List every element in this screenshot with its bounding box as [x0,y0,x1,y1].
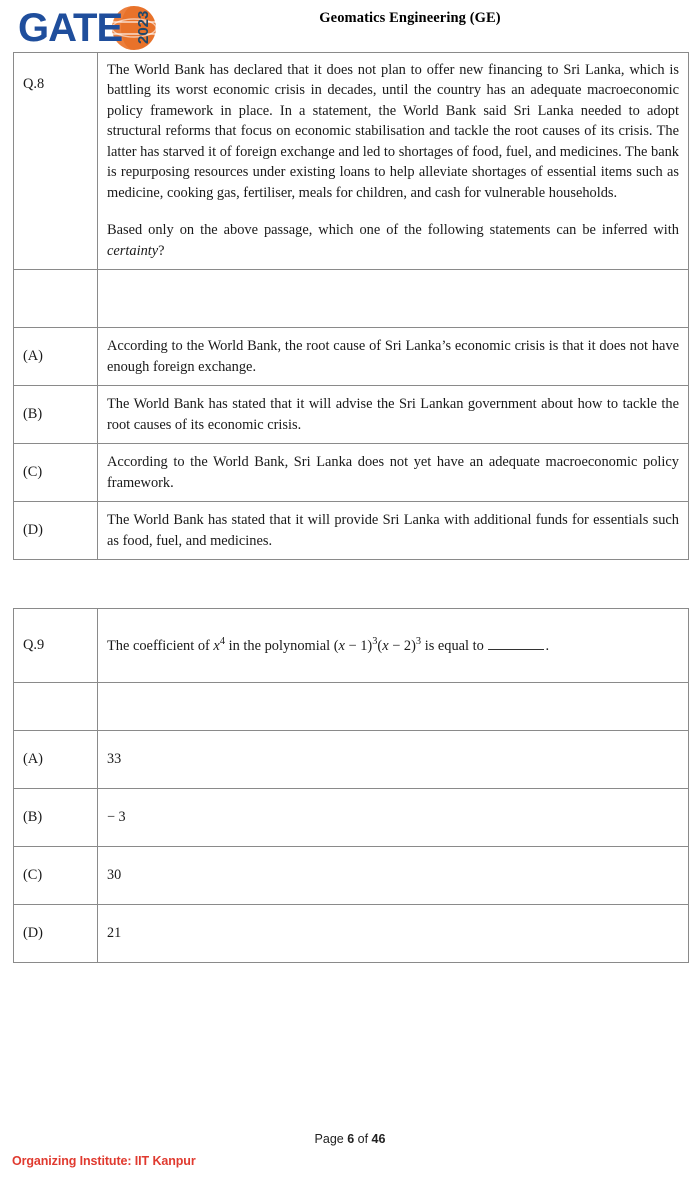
q9-paren-close-2: ) [411,637,416,654]
q9-math-variable: x [213,637,220,654]
prompt-emphasis: certainty [107,242,159,259]
option-a-text: According to the World Bank, the root cause of Sri Lanka’s economic crisis is that it does not have enough foreign exchange. [107,338,679,375]
option-b-text-cell[interactable] [98,386,689,444]
q9-math-exponent: 4 [219,635,225,647]
question-9-content-cell [98,609,689,683]
q9-option-b-row[interactable] [14,789,689,847]
q9-option-c-label-cell [14,847,98,905]
svg-text:2023: 2023 [135,10,152,44]
page-mid: of [354,1132,372,1146]
question-9-row [14,609,689,683]
question-8-table [13,52,689,560]
option-c-label: (C) [23,464,43,481]
q9-text-part1: The coefficient of [107,637,214,654]
question-9-number: Q.9 [23,637,45,654]
question-8-content-cell [98,53,689,270]
option-b-label-cell [14,386,98,444]
q9-option-c-value-cell[interactable] [98,847,689,905]
q9-option-a-value-cell[interactable] [98,731,689,789]
page-current: 6 [347,1132,355,1146]
option-b-text: The World Bank has stated that it will advise the Sri Lankan government about how to tackle the root causes of its economic crisis. [107,396,679,433]
option-b-label: (B) [23,406,43,423]
table-separator [0,560,700,608]
page-footer [0,1126,700,1186]
q9-option-a-row[interactable] [14,731,689,789]
option-a-row[interactable] [14,328,689,386]
q9-text-part4: . [545,637,550,654]
q9-option-b-value-cell[interactable] [98,789,689,847]
q9-poly-exp-1: 3 [372,635,378,647]
question-8-row [14,53,689,270]
q9-poly-var-1: x [338,637,345,654]
q9-text-part2: in the polynomial [225,637,334,654]
prompt-suffix: ? [158,242,165,259]
option-a-label: (A) [23,348,43,365]
question-8-passage [107,60,679,261]
spacer-content-cell-2 [98,683,689,731]
option-d-text-cell[interactable] [98,502,689,560]
passage-paragraph: The World Bank has declared that it does not plan to offer new financing to Sri Lanka, which is battling its worst economic crisis in decades, until the country has an adequate macroeconomic policy framework in place. In a statement, the World Bank said Sri Lanka needed to adopt structural reforms that focus on economic stabilisation and tackle the root causes of its crisis. The latter has starved it of foreign exchange and led to shortages of food, fuel, and medicines. The bank is repurposing resources under existing loans to help alleviate shortages of essential items such as medicine, cooking gas, fertiliser, meals for children, and cash for vulnerable households. [107,62,679,201]
question-9-text [107,635,679,656]
q9-option-d-value-cell[interactable] [98,905,689,963]
q9-poly-op-1: − 1 [344,637,368,654]
q9-option-c-label: (C) [23,867,43,884]
option-b-row[interactable] [14,386,689,444]
option-d-row[interactable] [14,502,689,560]
option-a-text-cell[interactable] [98,328,689,386]
option-c-label-cell [14,444,98,502]
option-c-text-cell[interactable] [98,444,689,502]
spacer-content-cell [98,270,689,328]
q9-option-a-value: 33 [107,751,122,768]
option-d-label-cell [14,502,98,560]
organizing-institute: Organizing Institute: IIT Kanpur [12,1154,196,1168]
spacer-label-cell-2 [14,683,98,731]
prompt-prefix: Based only on the above passage, which one of the following statements can be inferred with [107,222,679,239]
question-8-label-cell [14,53,98,270]
q9-option-d-row[interactable] [14,905,689,963]
option-a-label-cell [14,328,98,386]
answer-blank-field[interactable] [488,637,544,650]
question-8-spacer-row [14,270,689,328]
question-9-label-cell [14,609,98,683]
paper-title: Geomatics Engineering (GE) [319,10,501,26]
question-8-prompt [107,220,679,261]
page-prefix: Page [314,1132,348,1146]
question-8-number: Q.8 [23,76,45,92]
paragraph-spacer [107,203,679,220]
page-total: 46 [371,1132,386,1146]
q9-option-b-label: (B) [23,809,43,826]
option-d-label: (D) [23,522,43,539]
q9-option-b-value: − 3 [107,809,126,826]
q9-option-d-value: 21 [107,925,122,942]
q9-text-part3: is equal to [421,637,488,654]
option-c-row[interactable] [14,444,689,502]
page-header [0,0,700,52]
q9-paren-open-2: ( [377,637,383,654]
spacer-label-cell [14,270,98,328]
q9-option-d-label-cell [14,905,98,963]
q9-option-a-label-cell [14,731,98,789]
svg-text:GATE: GATE [18,6,123,50]
q9-option-b-label-cell [14,789,98,847]
q9-poly-var-2: x [382,637,389,654]
option-c-text: According to the World Bank, Sri Lanka does not yet have an adequate macroeconomic policy framework. [107,454,679,491]
q9-option-d-label: (D) [23,925,43,942]
q9-option-a-label: (A) [23,751,43,768]
question-9-table [13,608,689,963]
question-9-spacer-row [14,683,689,731]
q9-paren-open-1: ( [333,637,339,654]
q9-poly-exp-2: 3 [415,635,422,647]
page-number [0,1132,700,1146]
option-d-text: The World Bank has stated that it will provide Sri Lanka with additional funds for essentials such as food, fuel, and medicines. [107,512,679,549]
q9-option-c-row[interactable] [14,847,689,905]
q9-option-c-value: 30 [107,867,122,884]
q9-paren-close-1: ) [367,637,373,654]
q9-poly-op-2: − 2 [388,637,412,654]
